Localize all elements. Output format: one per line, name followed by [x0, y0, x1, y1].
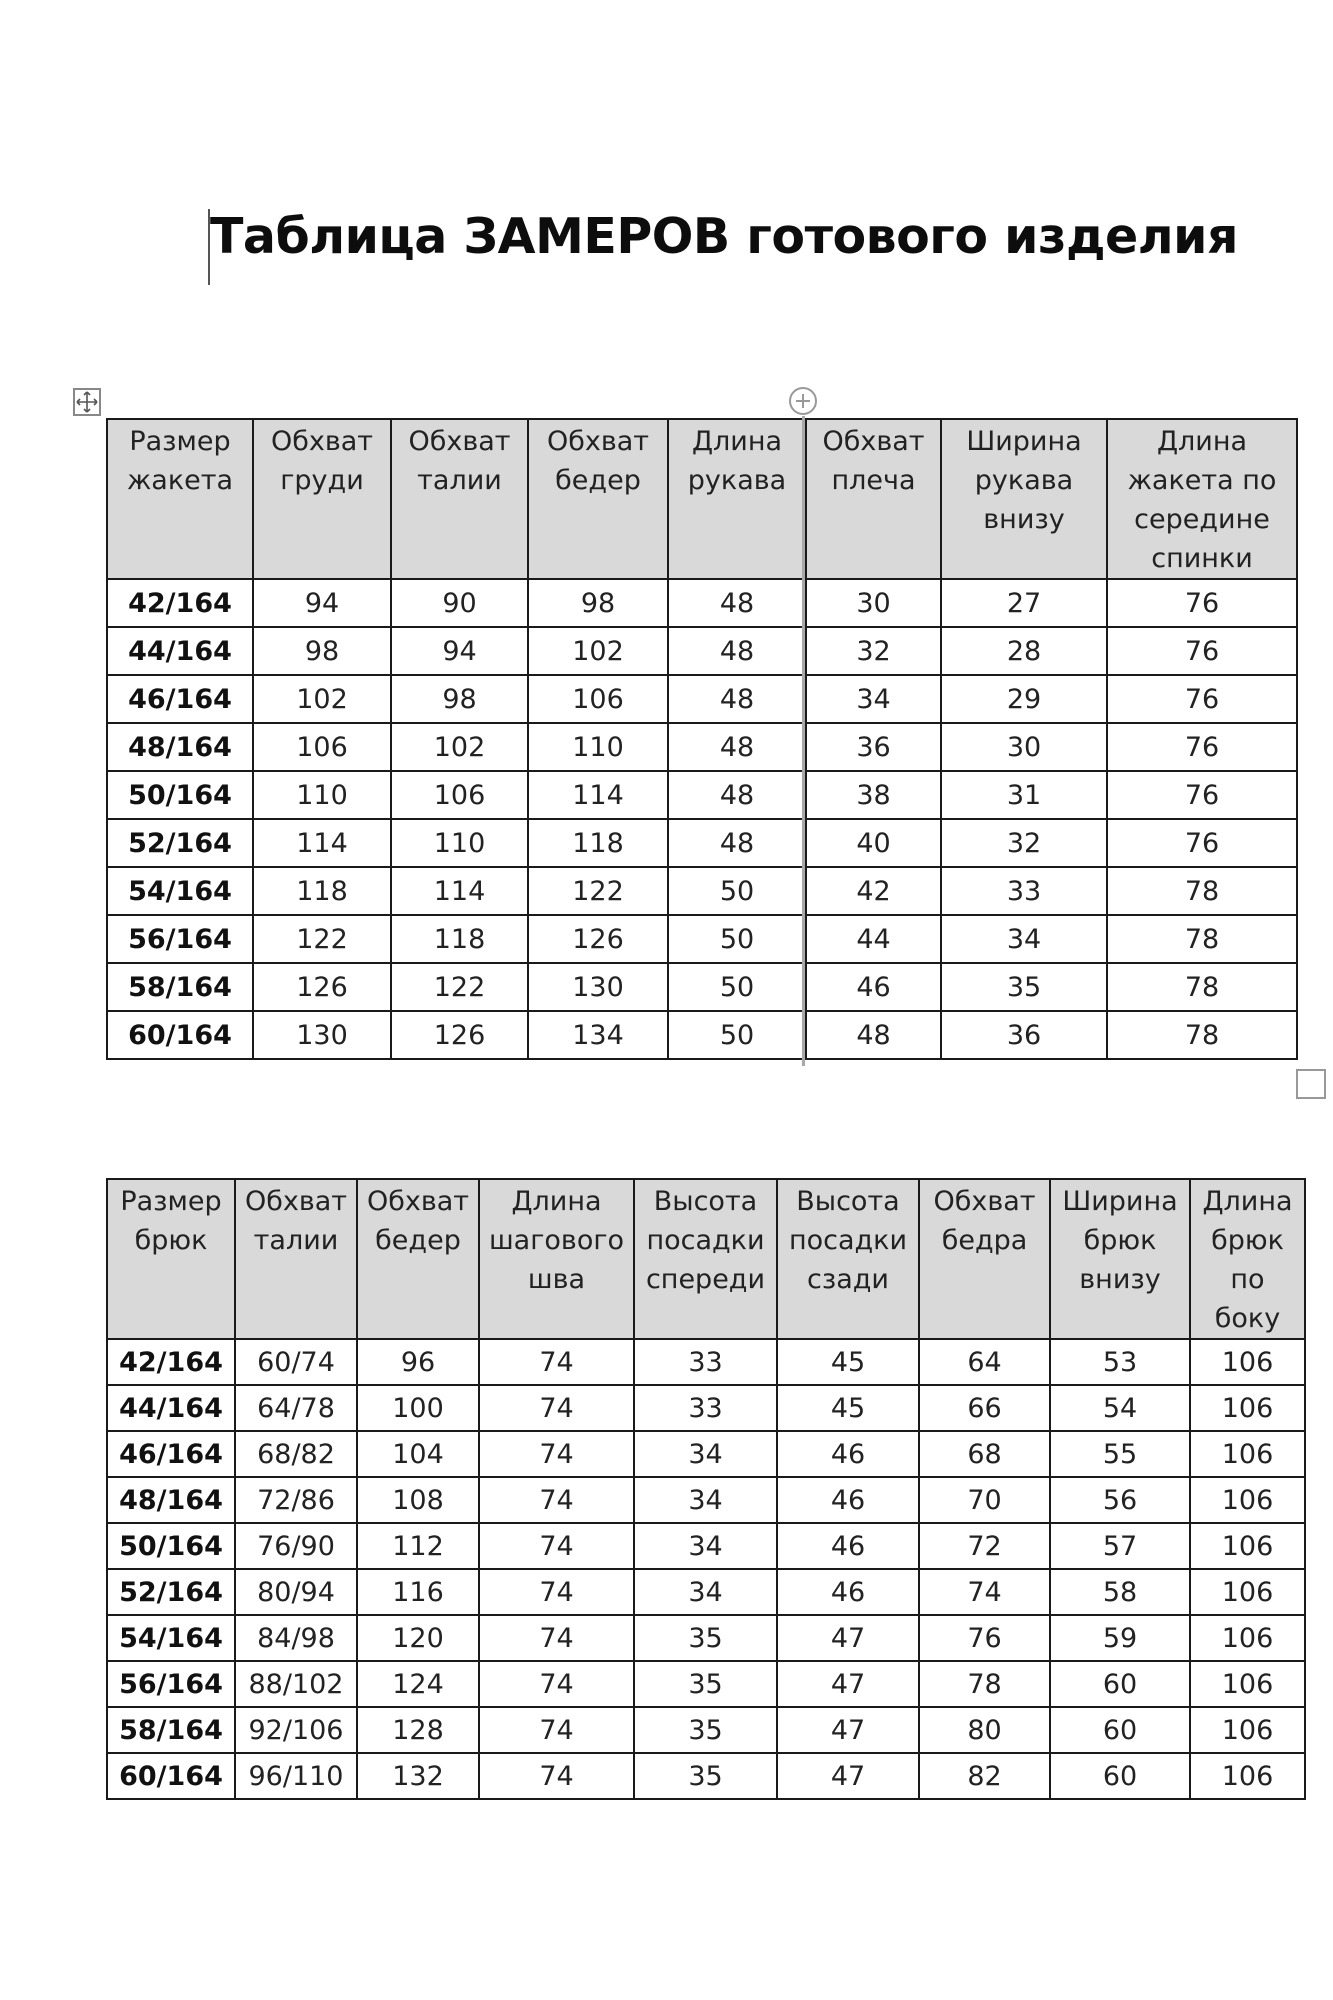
measurement-cell[interactable]: 38: [806, 771, 941, 819]
column-header: [107, 1179, 235, 1339]
column-header: [253, 419, 391, 579]
size-cell[interactable]: 44/164: [107, 1385, 235, 1431]
measurement-cell[interactable]: 35: [634, 1661, 777, 1707]
measurement-cell[interactable]: 56: [1050, 1477, 1190, 1523]
size-cell[interactable]: 56/164: [107, 1661, 235, 1707]
column-header-line: Обхват: [270, 426, 374, 457]
column-header-line: рукава: [974, 465, 1074, 496]
size-cell[interactable]: 48/164: [107, 1477, 235, 1523]
measurement-cell[interactable]: 92/106: [235, 1707, 357, 1753]
measurement-cell[interactable]: 53: [1050, 1339, 1190, 1385]
table-row: [107, 963, 1297, 1011]
measurement-cell[interactable]: 126: [528, 915, 668, 963]
measurement-cell[interactable]: 118: [391, 915, 528, 963]
measurement-cell[interactable]: 34: [806, 675, 941, 723]
measurement-cell[interactable]: 55: [1050, 1431, 1190, 1477]
table-row: [107, 675, 1297, 723]
column-header-line: шагового: [488, 1225, 625, 1256]
table-row: [107, 1477, 1305, 1523]
column-header-line: бедра: [941, 1225, 1028, 1256]
measurement-cell[interactable]: 118: [253, 867, 391, 915]
measurement-cell[interactable]: 78: [1107, 963, 1297, 1011]
measurement-cell[interactable]: 118: [528, 819, 668, 867]
measurement-cell[interactable]: 47: [777, 1707, 919, 1753]
table-row: [107, 1753, 1305, 1799]
measurement-cell[interactable]: 106: [1190, 1569, 1305, 1615]
measurement-cell[interactable]: 82: [919, 1753, 1050, 1799]
measurement-cell[interactable]: 94: [253, 579, 391, 627]
column-header: [806, 419, 941, 579]
measurement-cell[interactable]: 122: [391, 963, 528, 1011]
measurement-cell[interactable]: 112: [357, 1523, 479, 1569]
column-header-line: талии: [417, 465, 502, 496]
measurement-cell[interactable]: 59: [1050, 1615, 1190, 1661]
column-header: [107, 419, 253, 579]
measurement-cell[interactable]: 74: [479, 1431, 634, 1477]
measurement-cell[interactable]: 34: [634, 1431, 777, 1477]
column-header: [777, 1179, 919, 1339]
column-header-line: брюк: [1211, 1225, 1284, 1256]
measurement-cell[interactable]: 102: [528, 627, 668, 675]
column-header-line: талии: [253, 1225, 339, 1256]
size-cell[interactable]: 44/164: [107, 627, 253, 675]
measurement-cell[interactable]: 35: [941, 963, 1107, 1011]
measurement-cell[interactable]: 47: [777, 1661, 919, 1707]
measurement-cell[interactable]: 128: [357, 1707, 479, 1753]
table-row: [107, 1385, 1305, 1431]
measurement-cell[interactable]: 60: [1050, 1707, 1190, 1753]
measurement-cell[interactable]: 70: [919, 1477, 1050, 1523]
table-row: [107, 579, 1297, 627]
measurement-cell[interactable]: 106: [1190, 1523, 1305, 1569]
measurement-cell[interactable]: 78: [1107, 915, 1297, 963]
measurement-cell[interactable]: 130: [253, 1011, 391, 1059]
measurement-cell[interactable]: 102: [391, 723, 528, 771]
column-header-line: Длина: [511, 1186, 602, 1217]
column-header-line: брюк: [134, 1225, 208, 1256]
measurement-cell[interactable]: 76: [1107, 723, 1297, 771]
column-header-line: рукава: [687, 465, 787, 496]
measurement-cell[interactable]: 98: [391, 675, 528, 723]
measurement-cell[interactable]: 106: [1190, 1431, 1305, 1477]
column-header-line: жакета: [126, 465, 234, 496]
measurement-cell[interactable]: 32: [806, 627, 941, 675]
size-cell[interactable]: 42/164: [107, 1339, 235, 1385]
column-header-line: Размер: [129, 426, 231, 457]
table-move-icon[interactable]: [73, 388, 101, 416]
measurement-cell[interactable]: 48: [668, 579, 806, 627]
size-cell[interactable]: 48/164: [107, 723, 253, 771]
measurement-cell[interactable]: 106: [1190, 1615, 1305, 1661]
table-row: [107, 723, 1297, 771]
column-header: [479, 1179, 634, 1339]
measurement-cell[interactable]: 34: [634, 1569, 777, 1615]
table-row: [107, 1569, 1305, 1615]
column-header-line: Размер: [120, 1186, 222, 1217]
measurement-cell[interactable]: 60: [1050, 1661, 1190, 1707]
column-header-line: Длина: [1202, 1186, 1293, 1217]
measurement-cell[interactable]: 106: [253, 723, 391, 771]
measurement-cell[interactable]: 74: [479, 1339, 634, 1385]
measurement-cell[interactable]: 90: [391, 579, 528, 627]
column-header-line: Ширина: [966, 426, 1082, 457]
column-header-line: внизу: [1079, 1264, 1161, 1295]
measurement-cell[interactable]: 46: [777, 1569, 919, 1615]
column-header-line: внизу: [983, 504, 1065, 535]
measurement-cell[interactable]: 106: [1190, 1385, 1305, 1431]
measurement-cell[interactable]: 106: [1190, 1661, 1305, 1707]
size-cell[interactable]: 50/164: [107, 1523, 235, 1569]
measurement-cell[interactable]: 76: [1107, 771, 1297, 819]
measurement-cell[interactable]: 96/110: [235, 1753, 357, 1799]
measurement-cell[interactable]: 74: [479, 1569, 634, 1615]
document-title: Таблица ЗАМЕРОВ готового изделия: [210, 208, 1238, 265]
measurement-cell[interactable]: 50: [668, 867, 806, 915]
size-cell[interactable]: 50/164: [107, 771, 253, 819]
measurement-cell[interactable]: 35: [634, 1753, 777, 1799]
size-cell[interactable]: 52/164: [107, 1569, 235, 1615]
measurement-cell[interactable]: 68/82: [235, 1431, 357, 1477]
measurement-cell[interactable]: 74: [479, 1385, 634, 1431]
measurement-cell[interactable]: 126: [391, 1011, 528, 1059]
table-header-row: [107, 419, 1297, 579]
measurement-cell[interactable]: 110: [391, 819, 528, 867]
column-header-line: посадки: [646, 1225, 765, 1256]
measurement-cell[interactable]: 46: [806, 963, 941, 1011]
column-header: [634, 1179, 777, 1339]
measurement-cell[interactable]: 76: [1107, 819, 1297, 867]
measurement-cell[interactable]: 33: [634, 1339, 777, 1385]
column-header: [1050, 1179, 1190, 1339]
size-cell[interactable]: 56/164: [107, 915, 253, 963]
measurement-cell[interactable]: 106: [1190, 1707, 1305, 1753]
column-header-line: спереди: [645, 1264, 766, 1295]
column-header: [1190, 1179, 1305, 1339]
measurement-cell[interactable]: 33: [941, 867, 1107, 915]
measurement-cell[interactable]: 35: [634, 1707, 777, 1753]
measurement-cell[interactable]: 130: [528, 963, 668, 1011]
measurement-cell[interactable]: 84/98: [235, 1615, 357, 1661]
measurement-cell[interactable]: 48: [668, 771, 806, 819]
measurement-cell[interactable]: 74: [479, 1477, 634, 1523]
measurement-cell[interactable]: 74: [479, 1661, 634, 1707]
column-header: [357, 1179, 479, 1339]
column-guide-line: [802, 416, 805, 1066]
table-row: [107, 1431, 1305, 1477]
column-insert-icon[interactable]: [788, 386, 818, 416]
measurement-cell[interactable]: 76/90: [235, 1523, 357, 1569]
measurement-cell[interactable]: 34: [634, 1523, 777, 1569]
measurement-cell[interactable]: 33: [634, 1385, 777, 1431]
column-header-line: Обхват: [933, 1186, 1036, 1217]
size-cell[interactable]: 60/164: [107, 1011, 253, 1059]
measurement-cell[interactable]: 120: [357, 1615, 479, 1661]
measurement-cell[interactable]: 110: [253, 771, 391, 819]
column-header: [1107, 419, 1297, 579]
measurement-cell[interactable]: 34: [634, 1477, 777, 1523]
measurement-cell[interactable]: 50: [668, 915, 806, 963]
column-header-line: Высота: [653, 1186, 758, 1217]
measurement-cell[interactable]: 48: [668, 819, 806, 867]
measurement-cell[interactable]: 60: [1050, 1753, 1190, 1799]
column-header-line: бедер: [555, 465, 641, 496]
measurement-cell[interactable]: 60/74: [235, 1339, 357, 1385]
measurement-cell[interactable]: 46: [777, 1477, 919, 1523]
measurement-cell[interactable]: 57: [1050, 1523, 1190, 1569]
measurement-cell[interactable]: 36: [941, 1011, 1107, 1059]
measurement-cell[interactable]: 114: [253, 819, 391, 867]
size-cell[interactable]: 46/164: [107, 1431, 235, 1477]
measurement-cell[interactable]: 102: [253, 675, 391, 723]
table-row: [107, 1661, 1305, 1707]
size-cell[interactable]: 60/164: [107, 1753, 235, 1799]
measurement-cell[interactable]: 50: [668, 963, 806, 1011]
measurement-cell[interactable]: 42: [806, 867, 941, 915]
size-cell[interactable]: 54/164: [107, 1615, 235, 1661]
column-header-line: Обхват: [822, 426, 925, 457]
size-cell[interactable]: 52/164: [107, 819, 253, 867]
size-cell[interactable]: 58/164: [107, 963, 253, 1011]
measurement-cell[interactable]: 27: [941, 579, 1107, 627]
column-header-line: спинки: [1151, 543, 1253, 574]
measurement-cell[interactable]: 76: [1107, 579, 1297, 627]
measurement-cell[interactable]: 29: [941, 675, 1107, 723]
measurement-cell[interactable]: 48: [668, 627, 806, 675]
column-header-line: Обхват: [366, 1186, 470, 1217]
measurement-cell[interactable]: 30: [941, 723, 1107, 771]
column-header-line: жакета по: [1127, 465, 1277, 496]
measurement-cell[interactable]: 88/102: [235, 1661, 357, 1707]
column-header-line: Длина: [1156, 426, 1248, 457]
column-header-line: сзади: [807, 1264, 889, 1295]
measurement-cell[interactable]: 108: [357, 1477, 479, 1523]
measurement-cell[interactable]: 74: [919, 1569, 1050, 1615]
measurement-cell[interactable]: 100: [357, 1385, 479, 1431]
measurement-cell[interactable]: 76: [1107, 627, 1297, 675]
column-header-line: груди: [280, 465, 364, 496]
measurement-cell[interactable]: 74: [479, 1707, 634, 1753]
measurement-cell[interactable]: 114: [391, 867, 528, 915]
measurement-cell[interactable]: 74: [479, 1753, 634, 1799]
column-header-line: Обхват: [244, 1186, 348, 1217]
measurement-cell[interactable]: 48: [806, 1011, 941, 1059]
measurement-cell[interactable]: 44: [806, 915, 941, 963]
column-header-line: шва: [527, 1264, 586, 1295]
measurement-cell[interactable]: 45: [777, 1339, 919, 1385]
column-header-line: Обхват: [546, 426, 650, 457]
measurement-cell[interactable]: 106: [528, 675, 668, 723]
column-header-line: по: [1230, 1264, 1265, 1295]
size-cell[interactable]: 46/164: [107, 675, 253, 723]
measurement-cell[interactable]: 28: [941, 627, 1107, 675]
table-resize-icon[interactable]: [1296, 1069, 1326, 1099]
column-header-line: плеча: [831, 465, 916, 496]
measurement-cell[interactable]: 48: [668, 675, 806, 723]
column-header: [235, 1179, 357, 1339]
measurement-cell[interactable]: 110: [528, 723, 668, 771]
measurement-cell[interactable]: 36: [806, 723, 941, 771]
measurement-cell[interactable]: 32: [941, 819, 1107, 867]
table-row: [107, 771, 1297, 819]
measurement-cell[interactable]: 72: [919, 1523, 1050, 1569]
measurement-cell[interactable]: 134: [528, 1011, 668, 1059]
column-header: [941, 419, 1107, 579]
measurement-cell[interactable]: 54: [1050, 1385, 1190, 1431]
column-header-line: Длина: [691, 426, 783, 457]
measurement-cell[interactable]: 31: [941, 771, 1107, 819]
measurement-cell[interactable]: 46: [777, 1431, 919, 1477]
table-row: [107, 1339, 1305, 1385]
column-header: [919, 1179, 1050, 1339]
column-header-line: середине: [1134, 504, 1270, 535]
measurement-cell[interactable]: 30: [806, 579, 941, 627]
table-row: [107, 627, 1297, 675]
table-row: [107, 819, 1297, 867]
table-row: [107, 1523, 1305, 1569]
measurement-cell[interactable]: 48: [668, 723, 806, 771]
column-header-line: Высота: [796, 1186, 900, 1217]
measurement-cell[interactable]: 64/78: [235, 1385, 357, 1431]
measurement-cell[interactable]: 96: [357, 1339, 479, 1385]
table-header-row: [107, 1179, 1305, 1339]
column-header-line: боку: [1214, 1303, 1281, 1334]
measurement-cell[interactable]: 122: [253, 915, 391, 963]
measurement-cell[interactable]: 106: [1190, 1477, 1305, 1523]
measurement-cell[interactable]: 114: [528, 771, 668, 819]
measurement-cell[interactable]: 98: [253, 627, 391, 675]
column-header-line: Обхват: [408, 426, 511, 457]
measurement-cell[interactable]: 94: [391, 627, 528, 675]
column-header: [391, 419, 528, 579]
column-header-line: бедер: [375, 1225, 461, 1256]
table-row: [107, 1011, 1297, 1059]
measurement-cell[interactable]: 45: [777, 1385, 919, 1431]
measurement-cell[interactable]: 106: [391, 771, 528, 819]
table-row: [107, 1707, 1305, 1753]
measurement-cell[interactable]: 78: [919, 1661, 1050, 1707]
measurement-cell[interactable]: 126: [253, 963, 391, 1011]
measurement-cell[interactable]: 72/86: [235, 1477, 357, 1523]
size-cell[interactable]: 54/164: [107, 867, 253, 915]
measurement-cell[interactable]: 68: [919, 1431, 1050, 1477]
measurement-cell[interactable]: 116: [357, 1569, 479, 1615]
table-row: [107, 867, 1297, 915]
measurement-cell[interactable]: 98: [528, 579, 668, 627]
measurement-cell[interactable]: 46: [777, 1523, 919, 1569]
measurement-cell[interactable]: 40: [806, 819, 941, 867]
measurement-cell[interactable]: 104: [357, 1431, 479, 1477]
measurement-cell[interactable]: 74: [479, 1523, 634, 1569]
jacket-measurements-table: [106, 418, 1298, 1060]
measurement-cell[interactable]: 122: [528, 867, 668, 915]
column-header-line: Ширина: [1062, 1186, 1178, 1217]
measurement-cell[interactable]: 64: [919, 1339, 1050, 1385]
measurement-cell[interactable]: 124: [357, 1661, 479, 1707]
measurement-cell[interactable]: 35: [634, 1615, 777, 1661]
measurement-cell[interactable]: 47: [777, 1615, 919, 1661]
column-header: [528, 419, 668, 579]
measurement-cell[interactable]: 34: [941, 915, 1107, 963]
column-header-line: брюк: [1083, 1225, 1157, 1256]
table-row: [107, 915, 1297, 963]
size-cell[interactable]: 58/164: [107, 1707, 235, 1753]
measurement-cell[interactable]: 58: [1050, 1569, 1190, 1615]
measurement-cell[interactable]: 106: [1190, 1753, 1305, 1799]
measurement-cell[interactable]: 76: [1107, 675, 1297, 723]
measurement-cell[interactable]: 47: [777, 1753, 919, 1799]
measurement-cell[interactable]: 80: [919, 1707, 1050, 1753]
measurement-cell[interactable]: 132: [357, 1753, 479, 1799]
measurement-cell[interactable]: 80/94: [235, 1569, 357, 1615]
table-row: [107, 1615, 1305, 1661]
measurement-cell[interactable]: 66: [919, 1385, 1050, 1431]
measurement-cell[interactable]: 76: [919, 1615, 1050, 1661]
measurement-cell[interactable]: 78: [1107, 1011, 1297, 1059]
measurement-cell[interactable]: 106: [1190, 1339, 1305, 1385]
column-header: [668, 419, 806, 579]
trousers-measurements-table: [106, 1178, 1306, 1800]
measurement-cell[interactable]: 74: [479, 1615, 634, 1661]
column-header-line: посадки: [788, 1225, 908, 1256]
measurement-cell[interactable]: 78: [1107, 867, 1297, 915]
size-cell[interactable]: 42/164: [107, 579, 253, 627]
measurement-cell[interactable]: 50: [668, 1011, 806, 1059]
